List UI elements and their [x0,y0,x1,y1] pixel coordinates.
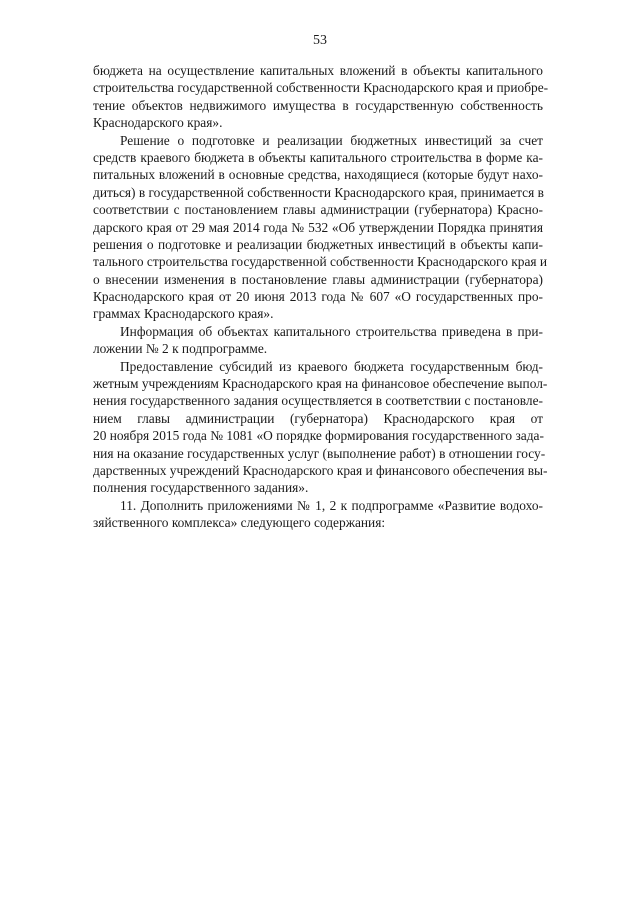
text-line: питальных вложений в основные средства, находящиеся (которые будут нахо- [93,167,543,183]
text-line: ния на оказание государственных услуг (выполнение работ) в отношении госу- [93,445,546,461]
text-line: о внесении изменения в постановление главы администрации (губернатора) [93,271,543,287]
text-line: Краснодарского края от 20 июня 2013 года № 607 «О государственных про- [93,289,543,305]
text-line: жетным учреждениям Краснодарского края на финансовое обеспечение выпол- [93,376,548,392]
text-line: 20 ноября 2015 года № 1081 «О порядке формирования государственного зада- [93,428,544,444]
text-line: строительства государственной собственности Краснодарского края и приобре- [93,80,549,96]
text-line: соответствии с постановлением главы администрации (губернатора) Красно- [93,202,543,218]
text-line: тального строительства государственной собственности Краснодарского края и [93,254,548,270]
text-line: полнения государственного задания». [93,480,309,496]
document-body [93,62,549,532]
text-line: бюджета на осуществление капитальных вложений в объекты капитального [93,63,543,78]
text-line: диться) в государственной собственности Краснодарского края, принимается в [93,184,544,200]
text-line: Предоставление субсидий из краевого бюджета государственным бюд- [120,358,543,374]
text-line: нения государственного задания осуществляется в соответствии с постановле- [93,393,543,409]
text-line: дарского края от 29 мая 2014 года № 532 «Об утверждении Порядка принятия [93,219,543,235]
paragraph [93,497,543,532]
text-line: дарственных учреждений Краснодарского края и финансового обеспечения вы- [93,462,548,478]
text-line: Решение о подготовке и реализации бюджетных инвестиций за счет [120,132,543,148]
paragraph [93,323,543,358]
text-line: решения о подготовке и реализации бюджетных инвестиций в объекты капи- [93,236,543,252]
text-line: граммах Краснодарского края». [93,306,274,322]
paragraph [93,132,548,323]
text-line: зяйственного комплекса» следующего содержания: [93,515,386,531]
text-line: тение объектов недвижимого имущества в государственную собственность [93,97,543,113]
paragraph [93,358,548,497]
text-line: нием главы администрации (губернатора) Краснодарского края от [93,410,543,426]
text-line: 11. Дополнить приложениями № 1, 2 к подпрограмме «Развитие водохо- [120,497,543,513]
text-line: Краснодарского края». [93,115,223,131]
text-line: средств краевого бюджета в объекты капитального строительства в форме ка- [93,149,543,165]
page-number: 53 [313,33,327,48]
text-line: Информация об объектах капитального строительства приведена в при- [120,323,543,339]
text-line: ложении № 2 к подпрограмме. [93,341,268,357]
paragraph [93,62,549,132]
